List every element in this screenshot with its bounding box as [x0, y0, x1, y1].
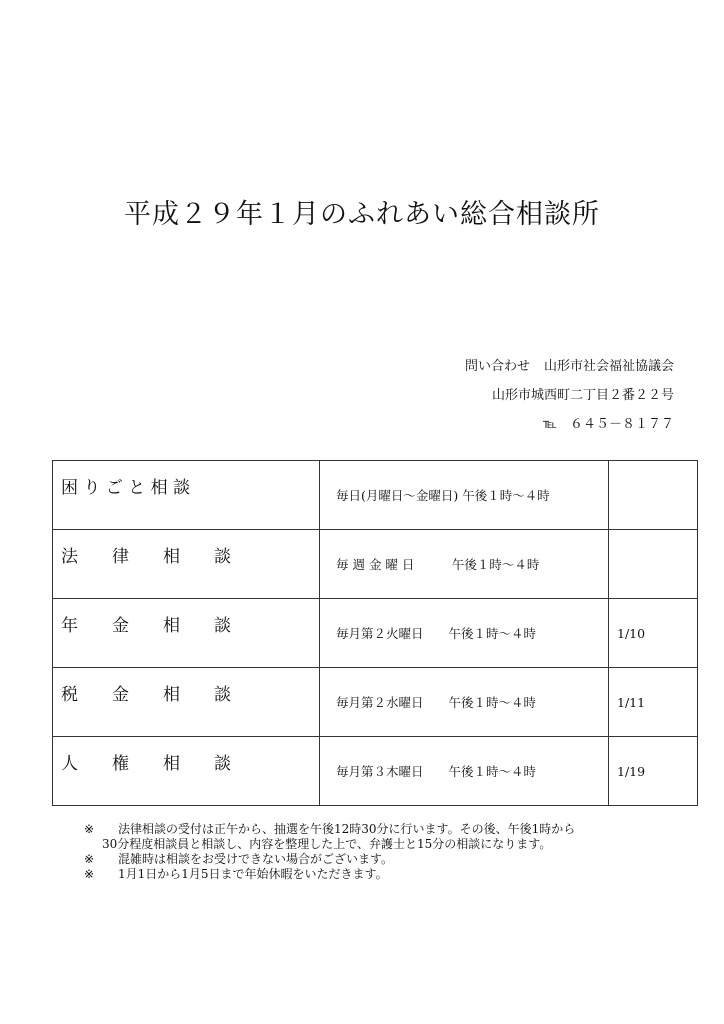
schedule-table [52, 460, 698, 806]
consultation-name: 法 律 相 談 [53, 530, 320, 599]
note-text: 法律相談の受付は正午から、抽選を午後12時30分に行います。その後、午後1時から [118, 822, 576, 836]
consultation-time: 毎日(月曜日～金曜日) 午後１時～４時 [320, 461, 609, 530]
consultation-time: 毎月第２水曜日 午後１時～４時 [320, 668, 609, 737]
consultation-date [609, 530, 698, 599]
consultation-date: 1/19 [609, 737, 698, 806]
note-text: 1月1日から1月5日まで年始休暇をいただきます。 [118, 867, 388, 881]
table-row [53, 668, 698, 737]
table-row [53, 737, 698, 806]
note-item [84, 852, 704, 867]
consultation-name: 年 金 相 談 [53, 599, 320, 668]
table-row [53, 599, 698, 668]
notes-section [84, 822, 704, 882]
contact-address: 山形市城西町二丁目２番２２号 [491, 388, 674, 403]
note-mark: ※ [84, 867, 95, 881]
note-mark: ※ [84, 822, 95, 836]
contact-tel: ℡ ６４５－８１７７ [543, 417, 674, 432]
contact-label: 問い合わせ [464, 359, 530, 374]
note-mark: ※ [84, 852, 95, 866]
contact-line-org [465, 352, 674, 381]
note-continuation: 30分程度相談員と相談し、内容を整理した上で、弁護士と15分の相談になります。 [102, 837, 552, 851]
table-row [53, 530, 698, 599]
consultation-date: 1/11 [609, 668, 698, 737]
table-row [53, 461, 698, 530]
consultation-time: 毎月第２火曜日 午後１時～４時 [320, 599, 609, 668]
note-item [84, 867, 704, 882]
contact-block [465, 352, 674, 439]
consultation-name: 税 金 相 談 [53, 668, 320, 737]
note-text: 混雑時は相談をお受けできない場合がございます。 [118, 852, 394, 866]
consultation-time: 毎月第３木曜日 午後１時～４時 [320, 737, 609, 806]
consultation-date: 1/10 [609, 599, 698, 668]
consultation-date [609, 461, 698, 530]
consultation-time: 毎 週 金 曜 日 午後１時～４時 [320, 530, 609, 599]
note-item [84, 822, 704, 852]
contact-org: 山形市社会福祉協議会 [543, 359, 674, 374]
consultation-name: 困 り ご と 相 談 [53, 461, 320, 530]
page-title: 平成２９年１月のふれあい総合相談所 [124, 199, 600, 230]
consultation-name: 人 権 相 談 [53, 737, 320, 806]
